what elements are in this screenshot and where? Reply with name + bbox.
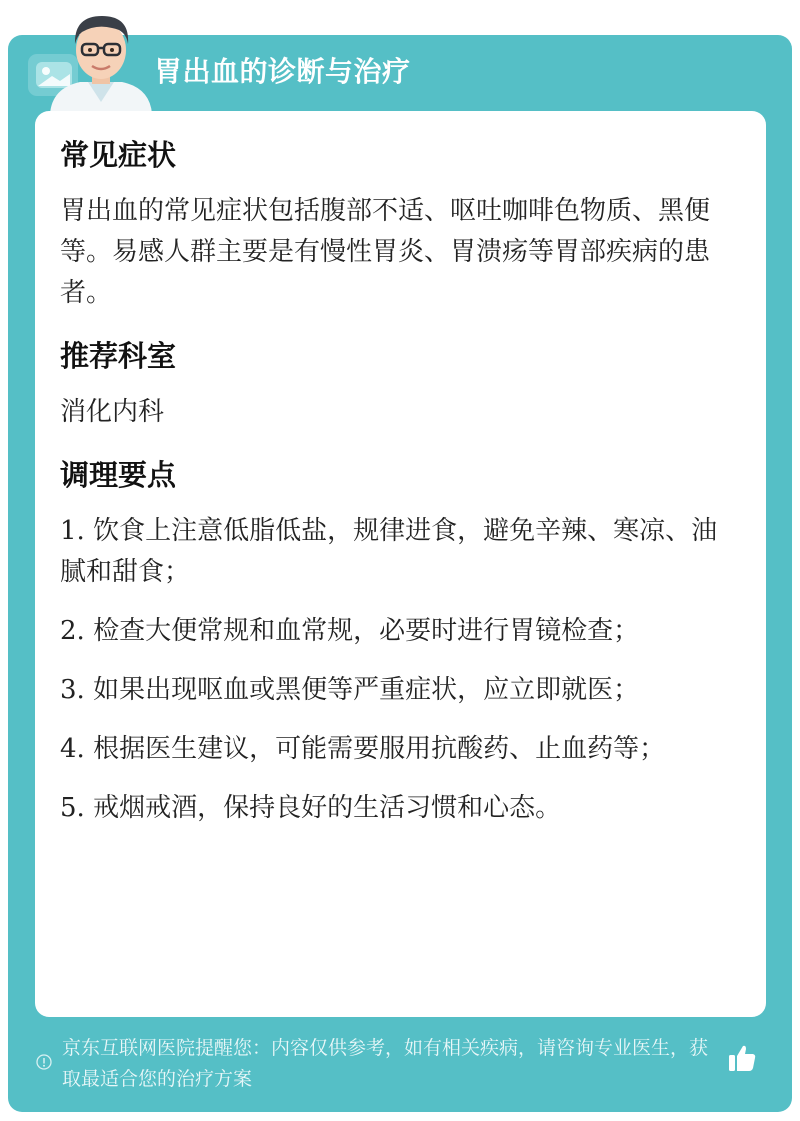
section-title-symptoms: 常见症状 [60, 138, 177, 172]
disclaimer-footer [36, 1033, 726, 1095]
disclaimer-text: 京东互联网医院提醒您：内容仅供参考，如有相关疾病，请咨询专业医生，获取最适合您的治疗方案 [62, 1037, 709, 1090]
section-title-care-points: 调理要点 [60, 458, 177, 492]
list-item: 4. 根据医生建议，可能需要服用抗酸药、止血药等； [60, 734, 666, 764]
list-item: 2. 检查大便常规和血常规，必要时进行胃镜检查； [60, 616, 640, 646]
thumbs-up-icon[interactable] [726, 1042, 758, 1074]
list-item: 5. 戒烟戒酒，保持良好的生活习惯和心态。 [60, 793, 562, 823]
doctor-avatar-icon [42, 6, 160, 114]
content-panel [35, 111, 766, 1017]
care-points-list [60, 511, 740, 829]
list-item: 3. 如果出现呕血或黑便等严重症状，应立即就医； [60, 675, 640, 705]
section-title-department: 推荐科室 [60, 339, 177, 373]
symptoms-text: 胃出血的常见症状包括腹部不适、呕吐咖啡色物质、黑便等。易感人群主要是有慢性胃炎、胃溃疡等胃部疾病的患者。 [60, 196, 711, 308]
list-item: 1. 饮食上注意低脂低盐，规律进食，避免辛辣、寒凉、油腻和甜食； [60, 516, 718, 587]
department-text: 消化内科 [60, 397, 165, 427]
page-title: 胃出血的诊断与治疗 [154, 55, 411, 88]
